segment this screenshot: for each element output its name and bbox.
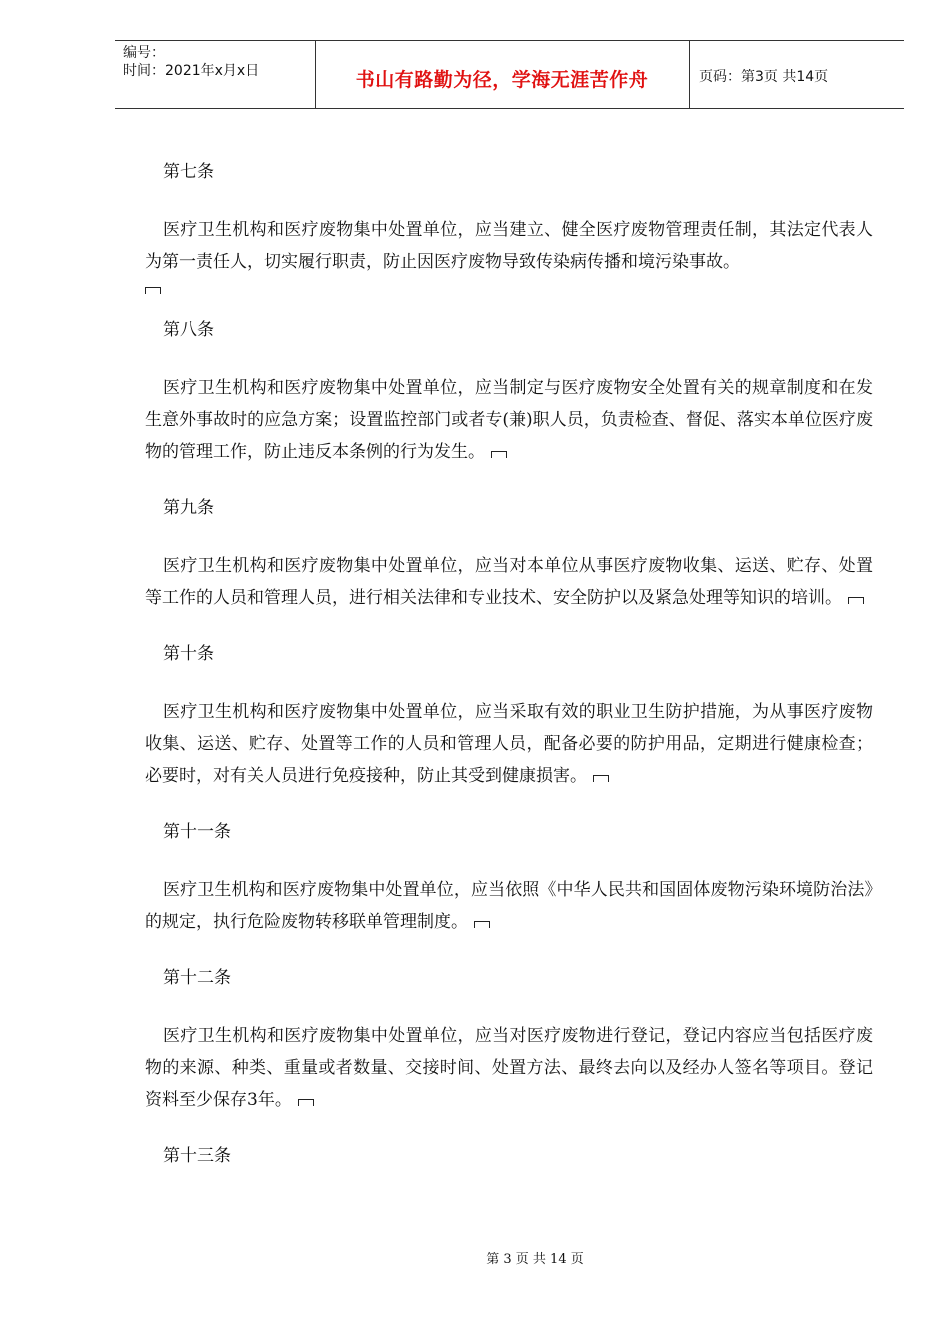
page-footer: 第 3 页 共 14 页 (486, 1252, 584, 1267)
serial-label: 编号： (123, 45, 165, 61)
header-page-info: 页码：第3页 共14页 (699, 69, 829, 85)
article-text: 医疗卫生机构和医疗废物集中处置单位，应当依照《中华人民共和国固体废物污染环境防治法》的规定，执行危险废物转移联单管理制度。 (145, 880, 873, 932)
header-motto-cell (315, 41, 690, 108)
article-title: 第七条 (163, 162, 214, 182)
header-page-cell (689, 41, 904, 108)
page-header (115, 40, 904, 109)
article-text: 医疗卫生机构和医疗废物集中处置单位，应当对本单位从事医疗废物收集、运送、贮存、处置等工作的人员和管理人员，进行相关法律和专业技术、安全防护以及紧急处理等知识的培训。 (145, 556, 873, 608)
paragraph-mark-icon (848, 597, 864, 604)
header-motto: 书山有路勤为径，学海无涯苦作舟 (355, 69, 649, 91)
time-label: 时间：2021年x月x日 (123, 63, 260, 79)
paragraph-mark-icon (298, 1099, 314, 1106)
article-title: 第十一条 (163, 822, 231, 842)
header-meta-cell (115, 41, 316, 108)
article-text: 医疗卫生机构和医疗废物集中处置单位，应当制定与医疗废物安全处置有关的规章制度和在发生意外事故时的应急方案；设置监控部门或者专(兼)职人员，负责检查、督促、落实本单位医疗废物的管理工作，防止违反本条例的行为发生。 (145, 378, 873, 462)
document-body (145, 160, 873, 1168)
article-text: 医疗卫生机构和医疗废物集中处置单位，应当采取有效的职业卫生防护措施，为从事医疗废物收集、运送、贮存、处置等工作的人员和管理人员，配备必要的防护用品，定期进行健康检查；必要时，对有关人员进行免疫接种，防止其受到健康损害。 (145, 702, 873, 786)
paragraph-mark-icon (491, 451, 507, 458)
paragraph-mark-icon (474, 921, 490, 928)
article-title: 第八条 (163, 320, 214, 340)
paragraph-mark-icon (145, 287, 161, 294)
article-text: 医疗卫生机构和医疗废物集中处置单位，应当建立、健全医疗废物管理责任制，其法定代表人为第一责任人，切实履行职责，防止因医疗废物导致传染病传播和境污染事故。 (145, 220, 873, 272)
article-text: 医疗卫生机构和医疗废物集中处置单位，应当对医疗废物进行登记，登记内容应当包括医疗废物的来源、种类、重量或者数量、交接时间、处置方法、最终去向以及经办人签名等项目。登记资料至少保存3年。 (145, 1026, 873, 1110)
article-title: 第十条 (163, 644, 214, 664)
article-title: 第九条 (163, 498, 214, 518)
paragraph-mark-icon (593, 775, 609, 782)
article-title: 第十三条 (163, 1146, 231, 1166)
article-title: 第十二条 (163, 968, 231, 988)
